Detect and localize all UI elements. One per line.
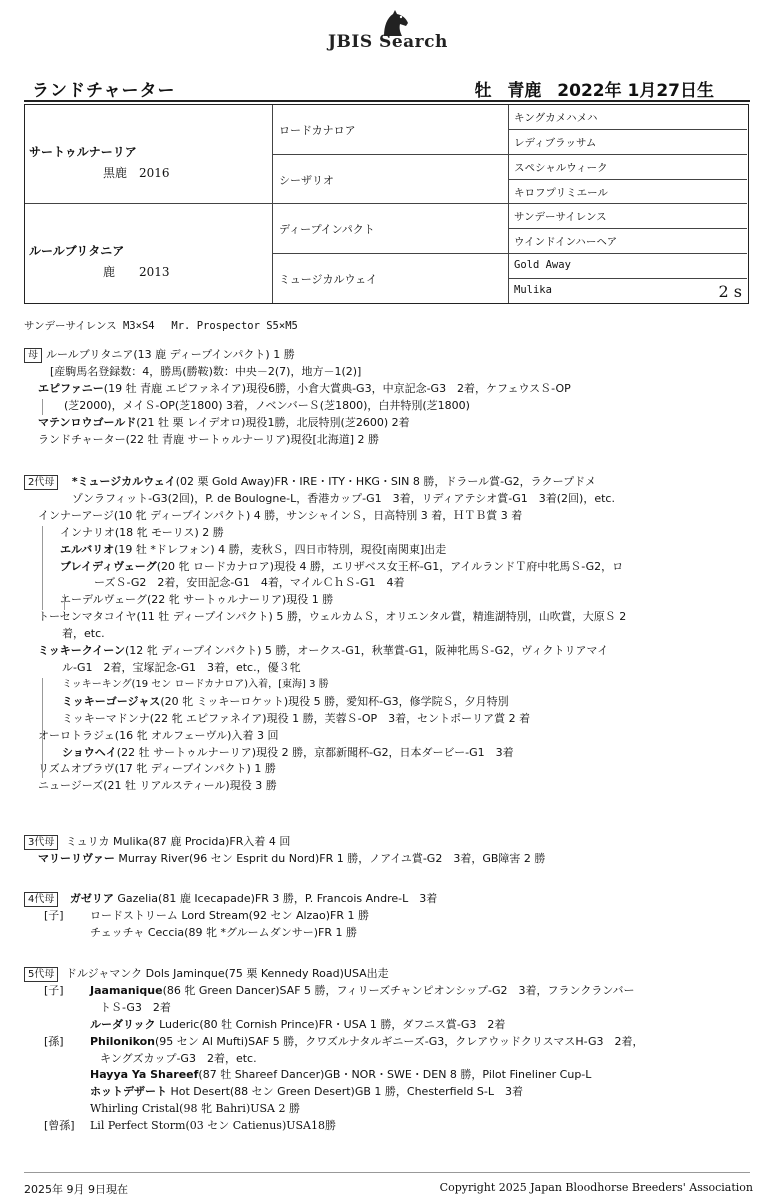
grandchildren-label: [孫] [44,1034,64,1048]
great-grandchildren-label: [曾孫] [44,1119,75,1133]
offspring-line: Lil Perfect Storm(03 セン Catienus)USA18勝 [90,1119,336,1133]
dam-color-year: 鹿 2013 [103,265,170,279]
offspring-record: (19 牡 *ドレフォン) 4 勝，麦秋Ｓ，四日市特別，現役[南関東]出走 [114,542,447,556]
dam-offspring-summary: [産駒馬名登録数：4，勝馬(勝鞍)数：中央－2(7)，地方－1(2)] [50,364,362,378]
offspring-record-cont: (芝2000)，メイＳ-OP(芝1800) 3着，ノベンバーＳ(芝1800)，白井特別(芝1800) [64,398,470,412]
fourth-dam-name: ガゼリア [69,892,114,905]
offspring-line: Whirling Cristal(98 牝 Bahri)USA 2 勝 [90,1102,300,1116]
title-bar [24,64,750,102]
offspring-line: ミッキーマドンナ(22 牝 エピファネイア)現役 1 勝，芙蓉Ｓ-OP 3着，セントポーリア賞 2 着 [62,711,531,725]
offspring-name: Hayya Ya Shareef [90,1068,199,1082]
offspring-line: オーロトラジェ(16 牝 オルフェーヴル)入着 3 回 [38,728,279,742]
offspring-record-cont: キングズカップ-G3 2着，etc. [100,1051,257,1065]
pedigree-g3-7: Gold Away [509,254,747,279]
fifth-dam-line: ドルジャマンク Dols Jaminque(75 栗 Kennedy Road)USA出走 [65,967,389,980]
second-dam-record-cont: ゾンラフィット-G3(2回)，P. de Boulogne-L，香港カップ-G1 3着，リディアテシオ賞-G1 3着(2回)，etc. [72,491,615,505]
pedigree-g3-1: キングカメハメハ [509,105,747,130]
children-label: [子] [44,983,64,997]
inbreeding-cross: サンデーサイレンス M3×S4 Mr. Prospector S5×M5 [24,320,298,332]
offspring-record-cont: 着，etc. [62,627,105,641]
dam-section [24,347,754,448]
offspring-record: (21 牡 栗 レイデオロ)現役1勝，北辰特別(芝2600) 2着 [136,415,410,429]
offspring-line: エーデルヴェーグ(22 牝 サートゥルナーリア)現役 1 勝 [60,593,334,607]
footer-divider [24,1172,750,1173]
offspring-name: エルバリオ [60,542,115,556]
sire-name: サートゥルナーリア [29,145,137,159]
pedigree-g3-4: キロフプリミエール [509,180,747,204]
offspring-name: ブレイディヴェーグ [60,559,157,573]
footer-copyright: Copyright 2025 Japan Bloodhorse Breeders' Association [439,1181,753,1194]
offspring-line: インナーアージ(10 牝 ディープインパクト) 4 勝，サンシャインＳ，日高特別 3 着，ＨＴＢ賞 3 着 [38,508,523,522]
pedigree-g2-4: ミュージカルウェイ [273,254,509,303]
children-label: [子] [44,908,64,922]
pedigree-g3-5: サンデーサイレンス [509,204,747,229]
pedigree-g2-1: ロードカナロア [273,105,509,155]
offspring-line: チェッチャ Ceccia(89 牝 *グルームダンサー)FR 1 勝 [90,925,357,939]
horse-birthdate: 2022年 1月27日生 [557,81,714,101]
horse-sex: 牡 [474,81,492,101]
pedigree-g3-6: ウインドインハーヘア [509,229,747,254]
fourth-dam-record: Gazelia(81 鹿 Icecapade)FR 3 勝，P. Francois Andre-L 3着 [117,892,438,905]
offspring-line: インナリオ(18 牝 モーリス) 2 勝 [60,525,224,539]
offspring-record-cont: ル-G1 2着，宝塚記念-G1 3着，etc.，優３牝 [62,660,301,674]
second-dam-record: (02 栗 Gold Away)FR・IRE・ITY・HKG・SIN 8 勝，ドラール賞-G2，ラクープドメ [175,475,596,488]
pedigree-dam [25,204,273,303]
fifth-dam-section [24,966,754,1135]
offspring-record: Murray River(96 セン Esprit du Nord)FR 1 勝，ノアイユ賞-G2 3着，GB障害 2 勝 [118,851,546,865]
third-dam-section [24,834,754,868]
third-dam-line: ミュリカ Mulika(87 鹿 Procida)FR入着 4 回 [65,835,291,848]
dam-line: ルールブリタニア(13 鹿 ディープインパクト) 1 勝 [46,348,295,361]
offspring-name: ショウヘイ [62,745,117,759]
fourth-dam-section [24,891,754,942]
pedigree-g2-3: ディープインパクト [273,204,509,254]
offspring-name: マテンロウゴールド [38,415,137,429]
offspring-name: エピファニー [38,381,104,395]
horse-name: ランドチャーター [32,81,176,101]
pedigree-g3-2: レディブラッサム [509,130,747,155]
dam-name: ルールブリタニア [29,244,125,258]
offspring-name: ホットデザート [90,1085,167,1099]
offspring-record: (22 牡 サートゥルナーリア)現役 2 勝，京都新聞杯-G2，日本ダービー-G1 3着 [116,745,514,759]
offspring-name: ルーダリック [90,1017,156,1031]
offspring-name: マリーリヴァー [38,851,115,865]
offspring-name: ミッキークイーン [38,644,126,658]
offspring-record: Hot Desert(88 セン Green Desert)GB 1 勝，Chesterfield S-L 3着 [170,1085,523,1099]
offspring-record: (95 セン Al Mufti)SAF 5 勝，クワズルナタルギニーズ-G3，クレアウッドクリスマスH-G3 2着， [155,1034,644,1048]
logo-text: JBIS Search [328,32,448,52]
offspring-record-cont: トＳ-G3 2着 [100,1000,171,1014]
sire-color-year: 黒鹿 2016 [103,166,170,180]
dam-tag: 母 [24,348,42,363]
pedigree-g3-3: スペシャルウィーク [509,155,747,180]
offspring-record: (20 牝 ロードカナロア)現役 4 勝，エリザベス女王杯-G1，アイルランドＴ府中牝馬Ｓ-G2，ロ [156,559,624,573]
offspring-record-cont: ーズＳ-G2 2着，安田記念-G1 4着，マイルＣｈＳ-G1 4着 [94,576,405,590]
offspring-line: リズムオブラヴ(17 牝 ディープインパクト) 1 勝 [38,762,276,776]
offspring-record: (12 牝 ディープインパクト) 5 勝，オークス-G1，秋華賞-G1，阪神牝馬Ｓ-G2，ヴィクトリアマイ [125,644,609,658]
pedigree-g3-8: Mulika [514,284,552,296]
offspring-record: Luderic(80 牡 Cornish Prince)FR・USA 1 勝，ダフニス賞-G3 2着 [159,1017,506,1031]
offspring-line: ランドチャーター(22 牡 青鹿 サートゥルナーリア)現役[北海道] 2 勝 [38,432,380,446]
fourth-dam-tag: 4代母 [24,892,58,907]
offspring-record: (87 牡 Shareef Dancer)GB・NOR・SWE・DEN 8 勝，Pilot Fineliner Cup-L [198,1068,592,1082]
jbis-logo [328,8,458,54]
page-count: 2 s [718,282,742,301]
pedigree-g2-2: シーザリオ [273,155,509,204]
offspring-line: ミッキーキング(19 セン ロードカナロア)入着，[東海] 3 勝 [62,678,329,690]
offspring-line: ロードストリーム Lord Stream(92 セン Alzao)FR 1 勝 [90,908,370,922]
fifth-dam-tag: 5代母 [24,967,58,982]
second-dam-section [24,474,754,795]
offspring-name: ミッキーゴージャス [62,694,161,708]
offspring-record: (86 牝 Green Dancer)SAF 5 勝，フィリーズチャンピオンシップ-G2 3着，フランクランバー [162,983,635,997]
pedigree-table [24,104,749,304]
second-dam-name: *ミュージカルウェイ [71,475,176,488]
offspring-name: Philonikon [90,1034,156,1048]
pedigree-sire [25,105,273,204]
offspring-line: トーセンマタコイヤ(11 牡 ディープインパクト) 5 勝，ウェルカムＳ，オリエンタル賞，精進湖特別，山吹賞，大原Ｓ 2 [38,610,627,624]
offspring-name: Jaamanique [90,983,163,997]
horse-color: 青鹿 [507,81,542,101]
third-dam-tag: 3代母 [24,835,58,850]
offspring-record: (19 牡 青鹿 エピファネイア)現役6勝，小倉大賞典-G3，中京記念-G3 2着，ケフェウスＳ-OP [103,381,571,395]
horse-profile [464,76,714,101]
second-dam-tag: 2代母 [24,475,58,490]
offspring-record: (20 牝 ミッキーロケット)現役 5 勝，愛知杯-G3，修学院Ｓ，夕月特別 [160,694,509,708]
footer-date: 2025年 9月 9日現在 [24,1183,128,1196]
offspring-line: ニュージーズ(21 牡 リアルスティール)現役 3 勝 [38,779,277,793]
